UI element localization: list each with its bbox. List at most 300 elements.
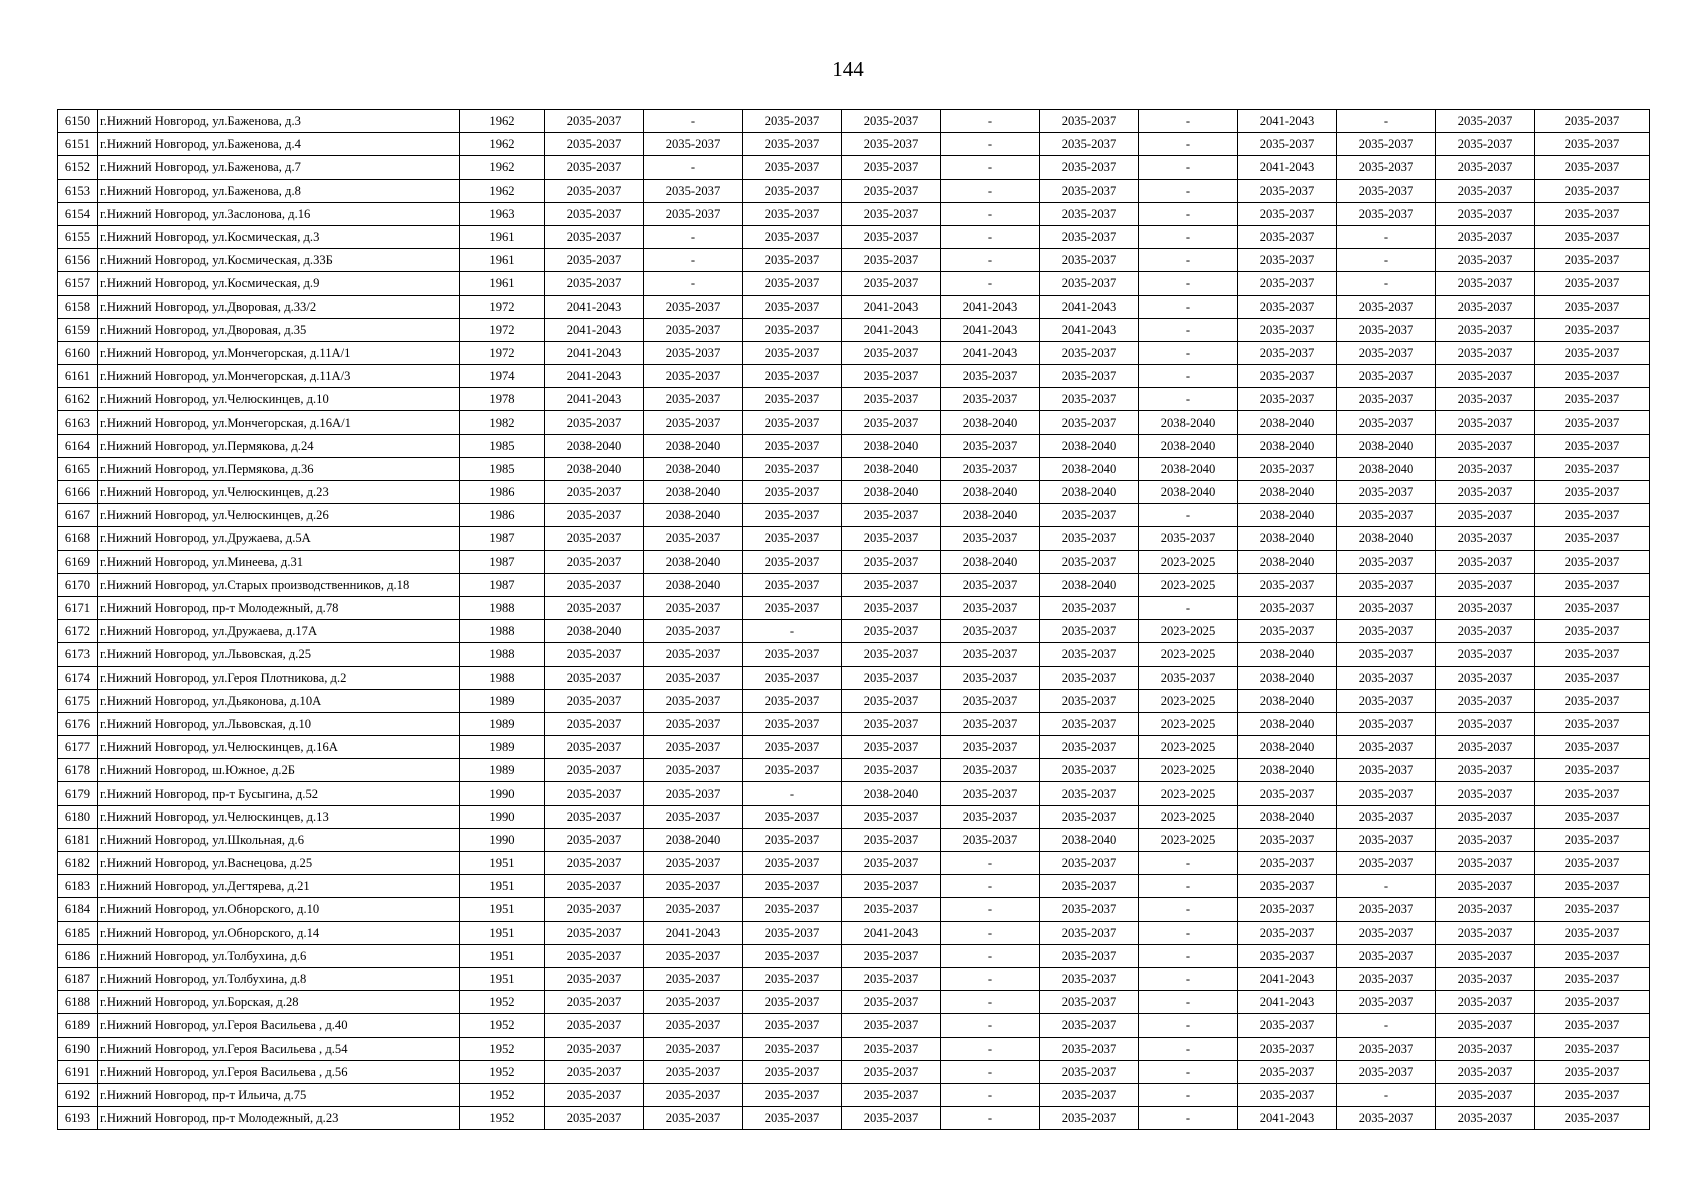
period-cell: 2035-2037: [1535, 712, 1650, 735]
period-cell: 2035-2037: [1436, 875, 1535, 898]
period-cell: -: [1139, 991, 1238, 1014]
address-cell: г.Нижний Новгород, ул.Мончегорская, д.16А/1: [98, 411, 460, 434]
table-row: [58, 365, 1650, 388]
row-number-cell: 6183: [58, 875, 98, 898]
period-cell: -: [941, 944, 1040, 967]
period-cell: 2035-2037: [1535, 411, 1650, 434]
row-number-cell: 6157: [58, 272, 98, 295]
page-number: 144: [832, 57, 864, 81]
period-cell: -: [644, 225, 743, 248]
period-cell: 2035-2037: [545, 898, 644, 921]
period-cell: 2035-2037: [1535, 318, 1650, 341]
period-cell: 2041-2043: [842, 318, 941, 341]
period-cell: 2035-2037: [1436, 1083, 1535, 1106]
row-number-cell: 6175: [58, 689, 98, 712]
period-cell: 2035-2037: [1238, 1037, 1337, 1060]
period-cell: 2035-2037: [941, 596, 1040, 619]
table-row: [58, 481, 1650, 504]
table-row: [58, 620, 1650, 643]
period-cell: -: [1139, 898, 1238, 921]
row-number-cell: 6152: [58, 156, 98, 179]
period-cell: 2035-2037: [1436, 481, 1535, 504]
period-cell: 2035-2037: [644, 643, 743, 666]
year-cell: 1972: [460, 341, 545, 364]
period-cell: -: [1139, 202, 1238, 225]
period-cell: 2041-2043: [545, 341, 644, 364]
period-cell: 2035-2037: [644, 875, 743, 898]
period-cell: 2041-2043: [644, 921, 743, 944]
address-cell: г.Нижний Новгород, ул.Героя Васильева , д.40: [98, 1014, 460, 1037]
period-cell: 2035-2037: [1040, 944, 1139, 967]
period-cell: -: [1337, 249, 1436, 272]
table-row: [58, 573, 1650, 596]
period-cell: 2035-2037: [1436, 1060, 1535, 1083]
period-cell: 2035-2037: [1238, 249, 1337, 272]
period-cell: 2035-2037: [1337, 365, 1436, 388]
period-cell: 2035-2037: [1040, 596, 1139, 619]
period-cell: 2035-2037: [644, 1037, 743, 1060]
year-cell: 1951: [460, 852, 545, 875]
period-cell: 2035-2037: [644, 341, 743, 364]
period-cell: -: [644, 110, 743, 133]
period-cell: 2035-2037: [1337, 156, 1436, 179]
period-cell: 2035-2037: [1040, 156, 1139, 179]
year-cell: 1952: [460, 1107, 545, 1130]
period-cell: 2035-2037: [1238, 944, 1337, 967]
period-cell: 2035-2037: [1040, 991, 1139, 1014]
period-cell: 2038-2040: [1337, 434, 1436, 457]
year-cell: 1963: [460, 202, 545, 225]
period-cell: 2035-2037: [644, 295, 743, 318]
period-cell: 2035-2037: [743, 110, 842, 133]
period-cell: 2035-2037: [743, 133, 842, 156]
period-cell: 2035-2037: [1040, 921, 1139, 944]
period-cell: 2035-2037: [1436, 318, 1535, 341]
period-cell: 2035-2037: [1040, 110, 1139, 133]
period-cell: 2035-2037: [941, 643, 1040, 666]
period-cell: 2035-2037: [1040, 527, 1139, 550]
period-cell: 2035-2037: [743, 875, 842, 898]
period-cell: 2035-2037: [842, 573, 941, 596]
period-cell: 2035-2037: [1436, 550, 1535, 573]
row-number-cell: 6182: [58, 852, 98, 875]
year-cell: 1987: [460, 550, 545, 573]
period-cell: 2035-2037: [545, 133, 644, 156]
period-cell: 2035-2037: [743, 411, 842, 434]
period-cell: 2035-2037: [1337, 944, 1436, 967]
row-number-cell: 6177: [58, 736, 98, 759]
year-cell: 1961: [460, 272, 545, 295]
period-cell: 2035-2037: [545, 110, 644, 133]
period-cell: 2035-2037: [1040, 272, 1139, 295]
period-cell: 2035-2037: [1238, 1083, 1337, 1106]
period-cell: 2035-2037: [545, 504, 644, 527]
period-cell: 2038-2040: [1337, 527, 1436, 550]
period-cell: 2038-2040: [1238, 759, 1337, 782]
period-cell: 2035-2037: [941, 457, 1040, 480]
period-cell: 2035-2037: [1436, 202, 1535, 225]
table-row: [58, 504, 1650, 527]
period-cell: 2035-2037: [1535, 295, 1650, 318]
period-cell: 2035-2037: [1436, 596, 1535, 619]
period-cell: 2035-2037: [545, 1060, 644, 1083]
period-cell: 2035-2037: [743, 457, 842, 480]
period-cell: 2035-2037: [1040, 898, 1139, 921]
period-cell: 2035-2037: [644, 596, 743, 619]
period-cell: 2035-2037: [644, 1060, 743, 1083]
period-cell: 2035-2037: [1337, 504, 1436, 527]
row-number-cell: 6187: [58, 967, 98, 990]
period-cell: 2035-2037: [842, 504, 941, 527]
row-number-cell: 6179: [58, 782, 98, 805]
period-cell: 2041-2043: [1040, 318, 1139, 341]
period-cell: 2038-2040: [1238, 434, 1337, 457]
period-cell: 2035-2037: [644, 1014, 743, 1037]
period-cell: 2035-2037: [1040, 620, 1139, 643]
address-cell: г.Нижний Новгород, ул.Баженова, д.3: [98, 110, 460, 133]
period-cell: 2035-2037: [1535, 249, 1650, 272]
row-number-cell: 6174: [58, 666, 98, 689]
row-number-cell: 6180: [58, 805, 98, 828]
period-cell: 2035-2037: [1535, 805, 1650, 828]
period-cell: 2035-2037: [1535, 365, 1650, 388]
table-row: [58, 272, 1650, 295]
period-cell: 2035-2037: [644, 620, 743, 643]
period-cell: 2035-2037: [644, 318, 743, 341]
period-cell: 2035-2037: [842, 202, 941, 225]
period-cell: 2035-2037: [545, 156, 644, 179]
period-cell: 2038-2040: [1238, 643, 1337, 666]
period-cell: 2035-2037: [1040, 225, 1139, 248]
period-cell: 2035-2037: [1238, 921, 1337, 944]
period-cell: 2035-2037: [1238, 596, 1337, 619]
period-cell: 2035-2037: [1436, 805, 1535, 828]
period-cell: 2035-2037: [1436, 666, 1535, 689]
period-cell: 2041-2043: [842, 921, 941, 944]
period-cell: 2035-2037: [743, 736, 842, 759]
address-cell: г.Нижний Новгород, ул.Пермякова, д.36: [98, 457, 460, 480]
period-cell: 2035-2037: [1040, 504, 1139, 527]
period-cell: -: [941, 156, 1040, 179]
period-cell: 2035-2037: [842, 110, 941, 133]
period-cell: 2035-2037: [1535, 1060, 1650, 1083]
period-cell: 2035-2037: [1040, 411, 1139, 434]
period-cell: 2035-2037: [1535, 689, 1650, 712]
period-cell: 2035-2037: [1535, 110, 1650, 133]
period-cell: 2023-2025: [1139, 736, 1238, 759]
period-cell: 2038-2040: [1238, 411, 1337, 434]
table-row: [58, 1014, 1650, 1037]
table-row: [58, 388, 1650, 411]
period-cell: 2035-2037: [1436, 156, 1535, 179]
period-cell: 2035-2037: [1238, 388, 1337, 411]
period-cell: 2035-2037: [1337, 341, 1436, 364]
period-cell: 2035-2037: [1238, 875, 1337, 898]
period-cell: -: [941, 967, 1040, 990]
period-cell: 2041-2043: [1040, 295, 1139, 318]
period-cell: 2035-2037: [1337, 318, 1436, 341]
period-cell: 2035-2037: [743, 225, 842, 248]
period-cell: 2035-2037: [1238, 341, 1337, 364]
period-cell: -: [743, 620, 842, 643]
address-cell: г.Нижний Новгород, ул.Космическая, д.3: [98, 225, 460, 248]
address-cell: г.Нижний Новгород, ул.Дегтярева, д.21: [98, 875, 460, 898]
address-cell: г.Нижний Новгород, ул.Героя Васильева , д.54: [98, 1037, 460, 1060]
period-cell: 2035-2037: [1238, 365, 1337, 388]
period-cell: 2038-2040: [545, 620, 644, 643]
period-cell: -: [1139, 179, 1238, 202]
address-cell: г.Нижний Новгород, ул.Минеева, д.31: [98, 550, 460, 573]
period-cell: 2038-2040: [644, 457, 743, 480]
period-cell: 2035-2037: [1436, 1014, 1535, 1037]
period-cell: 2035-2037: [1337, 921, 1436, 944]
period-cell: -: [1337, 272, 1436, 295]
period-cell: -: [1337, 1014, 1436, 1037]
period-cell: 2035-2037: [644, 202, 743, 225]
year-cell: 1962: [460, 179, 545, 202]
address-cell: г.Нижний Новгород, ул.Заслонова, д.16: [98, 202, 460, 225]
period-cell: 2035-2037: [1436, 712, 1535, 735]
period-cell: 2038-2040: [1238, 504, 1337, 527]
period-cell: 2035-2037: [1040, 133, 1139, 156]
address-cell: г.Нижний Новгород, ул.Львовская, д.10: [98, 712, 460, 735]
table-row: [58, 712, 1650, 735]
period-cell: 2035-2037: [545, 1014, 644, 1037]
table-row: [58, 1083, 1650, 1106]
row-number-cell: 6192: [58, 1083, 98, 1106]
period-cell: 2035-2037: [1040, 1037, 1139, 1060]
period-cell: -: [644, 272, 743, 295]
period-cell: 2035-2037: [644, 179, 743, 202]
period-cell: 2035-2037: [1337, 295, 1436, 318]
period-cell: 2035-2037: [1535, 504, 1650, 527]
period-cell: 2035-2037: [941, 573, 1040, 596]
period-cell: -: [1139, 156, 1238, 179]
period-cell: 2035-2037: [545, 828, 644, 851]
period-cell: 2038-2040: [1139, 434, 1238, 457]
period-cell: 2035-2037: [1238, 898, 1337, 921]
table-row: [58, 179, 1650, 202]
period-cell: 2035-2037: [941, 527, 1040, 550]
row-number-cell: 6151: [58, 133, 98, 156]
row-number-cell: 6158: [58, 295, 98, 318]
period-cell: 2035-2037: [1436, 365, 1535, 388]
period-cell: 2035-2037: [842, 736, 941, 759]
address-cell: г.Нижний Новгород, ул.Школьная, д.6: [98, 828, 460, 851]
period-cell: 2035-2037: [1535, 782, 1650, 805]
row-number-cell: 6154: [58, 202, 98, 225]
period-cell: 2035-2037: [545, 875, 644, 898]
housing-registry-table: [57, 109, 1650, 1130]
period-cell: -: [1139, 596, 1238, 619]
period-cell: 2035-2037: [743, 434, 842, 457]
period-cell: 2023-2025: [1139, 573, 1238, 596]
period-cell: 2035-2037: [743, 643, 842, 666]
period-cell: 2035-2037: [842, 875, 941, 898]
address-cell: г.Нижний Новгород, ул.Баженова, д.4: [98, 133, 460, 156]
period-cell: 2038-2040: [545, 434, 644, 457]
year-cell: 1962: [460, 156, 545, 179]
period-cell: 2035-2037: [1337, 898, 1436, 921]
period-cell: -: [1139, 388, 1238, 411]
period-cell: 2041-2043: [1238, 1107, 1337, 1130]
period-cell: 2035-2037: [941, 365, 1040, 388]
period-cell: 2035-2037: [644, 991, 743, 1014]
period-cell: 2038-2040: [941, 481, 1040, 504]
period-cell: 2035-2037: [743, 921, 842, 944]
period-cell: -: [1139, 295, 1238, 318]
row-number-cell: 6160: [58, 341, 98, 364]
period-cell: 2035-2037: [644, 898, 743, 921]
period-cell: -: [644, 156, 743, 179]
period-cell: 2035-2037: [743, 805, 842, 828]
period-cell: 2035-2037: [1535, 156, 1650, 179]
period-cell: 2035-2037: [1337, 666, 1436, 689]
period-cell: -: [941, 1037, 1040, 1060]
period-cell: 2035-2037: [1337, 805, 1436, 828]
period-cell: 2035-2037: [545, 1083, 644, 1106]
period-cell: 2041-2043: [545, 388, 644, 411]
period-cell: 2035-2037: [1535, 179, 1650, 202]
period-cell: 2035-2037: [941, 689, 1040, 712]
period-cell: 2035-2037: [1535, 1107, 1650, 1130]
row-number-cell: 6172: [58, 620, 98, 643]
period-cell: 2035-2037: [743, 295, 842, 318]
period-cell: 2035-2037: [1337, 411, 1436, 434]
address-cell: г.Нижний Новгород, ул.Обнорского, д.14: [98, 921, 460, 944]
table-row: [58, 133, 1650, 156]
period-cell: 2035-2037: [743, 596, 842, 619]
period-cell: 2035-2037: [1040, 875, 1139, 898]
period-cell: 2035-2037: [1040, 712, 1139, 735]
address-cell: г.Нижний Новгород, ул.Дружаева, д.17А: [98, 620, 460, 643]
period-cell: 2035-2037: [1040, 759, 1139, 782]
year-cell: 1988: [460, 643, 545, 666]
table-row: [58, 527, 1650, 550]
period-cell: 2035-2037: [1337, 1060, 1436, 1083]
period-cell: 2035-2037: [1436, 457, 1535, 480]
period-cell: 2035-2037: [1535, 643, 1650, 666]
period-cell: 2035-2037: [743, 272, 842, 295]
period-cell: -: [941, 272, 1040, 295]
year-cell: 1952: [460, 991, 545, 1014]
year-cell: 1982: [460, 411, 545, 434]
period-cell: 2035-2037: [1337, 1107, 1436, 1130]
address-cell: г.Нижний Новгород, ул.Космическая, д.33Б: [98, 249, 460, 272]
table-row: [58, 318, 1650, 341]
period-cell: -: [1139, 341, 1238, 364]
year-cell: 1986: [460, 481, 545, 504]
period-cell: 2035-2037: [1337, 179, 1436, 202]
period-cell: -: [1139, 272, 1238, 295]
period-cell: 2035-2037: [545, 805, 644, 828]
period-cell: 2035-2037: [1040, 1083, 1139, 1106]
year-cell: 1952: [460, 1014, 545, 1037]
period-cell: -: [1139, 110, 1238, 133]
period-cell: 2035-2037: [1337, 596, 1436, 619]
period-cell: 2035-2037: [743, 759, 842, 782]
table-row: [58, 805, 1650, 828]
period-cell: 2041-2043: [941, 318, 1040, 341]
period-cell: 2035-2037: [743, 388, 842, 411]
year-cell: 1972: [460, 318, 545, 341]
year-cell: 1988: [460, 620, 545, 643]
period-cell: 2035-2037: [842, 365, 941, 388]
address-cell: г.Нижний Новгород, ул.Героя Васильева , д.56: [98, 1060, 460, 1083]
period-cell: 2035-2037: [1337, 967, 1436, 990]
period-cell: 2038-2040: [1238, 527, 1337, 550]
row-number-cell: 6150: [58, 110, 98, 133]
period-cell: 2035-2037: [1535, 1037, 1650, 1060]
period-cell: 2035-2037: [1040, 202, 1139, 225]
period-cell: 2035-2037: [1436, 573, 1535, 596]
period-cell: 2035-2037: [1535, 967, 1650, 990]
period-cell: 2035-2037: [1238, 272, 1337, 295]
period-cell: 2041-2043: [1238, 991, 1337, 1014]
period-cell: 2035-2037: [644, 852, 743, 875]
period-cell: 2023-2025: [1139, 828, 1238, 851]
table-row: [58, 875, 1650, 898]
period-cell: 2023-2025: [1139, 643, 1238, 666]
period-cell: 2035-2037: [545, 202, 644, 225]
period-cell: 2035-2037: [545, 643, 644, 666]
address-cell: г.Нижний Новгород, ул.Челюскинцев, д.10: [98, 388, 460, 411]
period-cell: 2035-2037: [1337, 736, 1436, 759]
period-cell: 2035-2037: [545, 550, 644, 573]
period-cell: 2041-2043: [1238, 110, 1337, 133]
row-number-cell: 6171: [58, 596, 98, 619]
row-number-cell: 6173: [58, 643, 98, 666]
period-cell: 2035-2037: [743, 341, 842, 364]
address-cell: г.Нижний Новгород, ул.Мончегорская, д.11А/3: [98, 365, 460, 388]
period-cell: 2038-2040: [842, 481, 941, 504]
period-cell: 2035-2037: [842, 179, 941, 202]
row-number-cell: 6162: [58, 388, 98, 411]
period-cell: -: [1139, 1083, 1238, 1106]
period-cell: 2035-2037: [545, 782, 644, 805]
period-cell: 2035-2037: [743, 1107, 842, 1130]
period-cell: 2038-2040: [1337, 457, 1436, 480]
table-row: [58, 1037, 1650, 1060]
address-cell: г.Нижний Новгород, ул.Челюскинцев, д.13: [98, 805, 460, 828]
period-cell: 2038-2040: [1238, 666, 1337, 689]
period-cell: 2038-2040: [842, 434, 941, 457]
period-cell: 2035-2037: [842, 805, 941, 828]
period-cell: -: [1139, 133, 1238, 156]
address-cell: г.Нижний Новгород, ш.Южное, д.2Б: [98, 759, 460, 782]
row-number-cell: 6167: [58, 504, 98, 527]
address-cell: г.Нижний Новгород, ул.Баженова, д.7: [98, 156, 460, 179]
period-cell: 2035-2037: [1040, 782, 1139, 805]
period-cell: 2035-2037: [743, 898, 842, 921]
row-number-cell: 6153: [58, 179, 98, 202]
period-cell: 2035-2037: [842, 1083, 941, 1106]
period-cell: 2035-2037: [842, 225, 941, 248]
year-cell: 1990: [460, 782, 545, 805]
address-cell: г.Нижний Новгород, ул.Космическая, д.9: [98, 272, 460, 295]
period-cell: 2038-2040: [1040, 828, 1139, 851]
table-row: [58, 202, 1650, 225]
period-cell: 2035-2037: [842, 991, 941, 1014]
address-cell: г.Нижний Новгород, ул.Старых производственников, д.18: [98, 573, 460, 596]
period-cell: -: [941, 1060, 1040, 1083]
address-cell: г.Нижний Новгород, ул.Васнецова, д.25: [98, 852, 460, 875]
table-row: [58, 689, 1650, 712]
year-cell: 1962: [460, 133, 545, 156]
period-cell: -: [1139, 1060, 1238, 1083]
period-cell: 2035-2037: [1535, 991, 1650, 1014]
period-cell: 2035-2037: [545, 944, 644, 967]
